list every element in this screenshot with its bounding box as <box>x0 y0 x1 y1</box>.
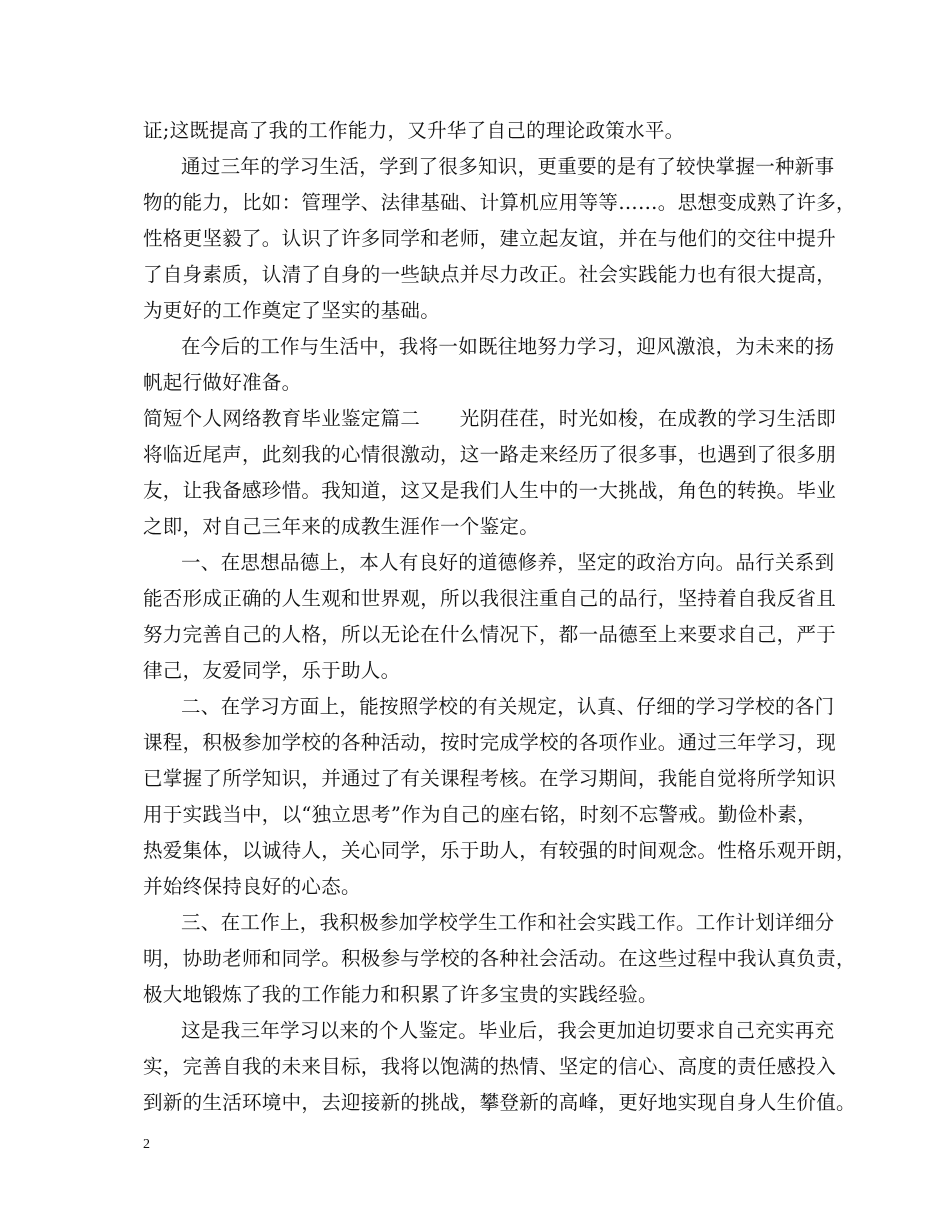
text-line: 友，让我备感珍惜。我知道，这又是我们人生中的一大挑战，角色的转换。毕业 <box>143 479 837 502</box>
text-line: 能否形成正确的人生观和世界观，所以我很注重自己的品行，坚持着自我反省且 <box>143 587 837 610</box>
text-line: 性格更坚毅了。认识了许多同学和老师，建立起友谊，并在与他们的交往中提升 <box>143 227 837 250</box>
text-line: 通过三年的学习生活，学到了很多知识，更重要的是有了较快掌握一种新事 <box>181 155 835 178</box>
text-line: 之即，对自己三年来的成教生涯作一个鉴定。 <box>143 515 540 538</box>
text-line: 到新的生活环境中，去迎接新的挑战，攀登新的高峰，更好地实现自身人生价值。 <box>143 1091 856 1114</box>
text-line: 并始终保持良好的心态。 <box>143 875 361 898</box>
text-line: 课程，积极参加学校的各种活动，按时完成学校的各项作业。通过三年学习，现 <box>143 731 837 754</box>
text-line: 这是我三年学习以来的个人鉴定。毕业后，我会更加迫切要求自己充实再充 <box>181 1019 835 1042</box>
text-line: 物的能力，比如：管理学、法律基础、计算机应用等等……。思想变成熟了许多， <box>143 191 856 214</box>
text-line: 实，完善自我的未来目标，我将以饱满的热情、坚定的信心、高度的责任感投入 <box>143 1055 837 1078</box>
text-line: 为更好的工作奠定了坚实的基础。 <box>143 299 441 322</box>
text-line: 努力完善自己的人格，所以无论在什么情况下，都一品德至上来要求自己，严于 <box>143 623 837 646</box>
text-line: 帆起行做好准备。 <box>143 371 302 394</box>
section-heading-line: 简短个人网络教育毕业鉴定篇二 光阴荏荏，时光如梭，在成教的学习生活即 <box>143 407 837 430</box>
text-line: 热爱集体，以诚待人，关心同学，乐于助人，有较强的时间观念。性格乐观开朗， <box>143 839 856 862</box>
text-line: 明，协助老师和同学。积极参与学校的各种社会活动。在这些过程中我认真负责， <box>143 947 856 970</box>
text-line: 证;这既提高了我的工作能力，又升华了自己的理论政策水平。 <box>143 119 685 142</box>
text-line: 将临近尾声，此刻我的心情很激动，这一路走来经历了很多事，也遇到了很多朋 <box>143 443 837 466</box>
text-line: 律己，友爱同学，乐于助人。 <box>143 659 401 682</box>
text-line: 二、在学习方面上，能按照学校的有关规定，认真、仔细的学习学校的各门 <box>181 695 835 718</box>
text-line: 极大地锻炼了我的工作能力和积累了许多宝贵的实践经验。 <box>143 983 658 1006</box>
text-line: 已掌握了所学知识，并通过了有关课程考核。在学习期间，我能自觉将所学知识 <box>143 767 837 790</box>
text-line: 了自身素质，认清了自身的一些缺点并尽力改正。社会实践能力也有很大提高， <box>143 263 837 286</box>
text-line: 用于实践当中，以“独立思考”作为自己的座右铭，时刻不忘警戒。勤俭朴素， <box>143 803 817 826</box>
text-line: 在今后的工作与生活中，我将一如既往地努力学习，迎风激浪，为未来的扬 <box>181 335 835 358</box>
text-line: 一、在思想品德上，本人有良好的道德修养，坚定的政治方向。品行关系到 <box>181 551 835 574</box>
text-line: 三、在工作上，我积极参加学校学生工作和社会实践工作。工作计划详细分 <box>181 911 835 934</box>
page-number: 2 <box>143 1137 150 1152</box>
